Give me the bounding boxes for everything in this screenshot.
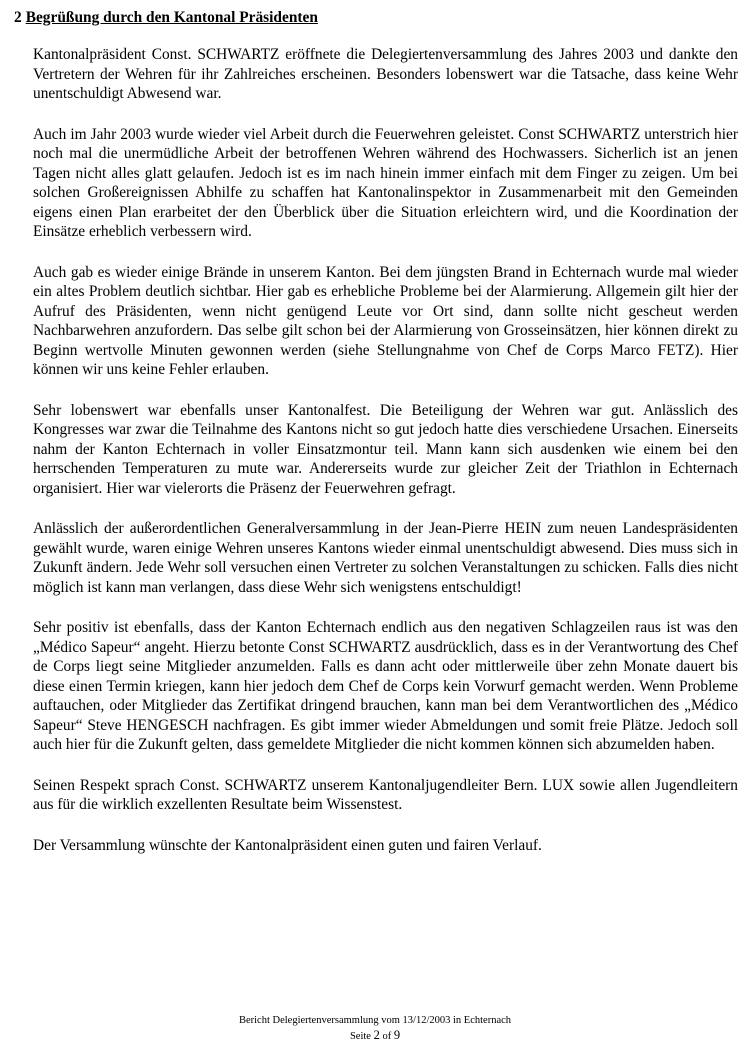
- page-total: 9: [393, 1028, 401, 1042]
- paragraph: Sehr positiv ist ebenfalls, dass der Kanton Echternach endlich aus den negativen Schlagzeilen raus ist was den „Médico Sapeur“ angeht. Hierzu betonte Const SCHWARTZ ausdrücklich, dass es in der Verantwortung des Chef de Corps liegt seine Mitglieder anzumelden. Falls es dann acht oder mittlerweile über zehn Monate dauert bis diese einen Termin kriegen, kann hier jedoch dem Chef de Corps kein Vorwurf gemacht werden. Wenn Probleme auftauchen, oder Mitglieder das Zertifikat dringend brauchen, kann man bei dem Verantwortlichen des „Médico Sapeur“ Steve HENGESCH nachfragen. Es gibt immer wieder Abmeldungen und somit freie Plätze. Jedoch soll auch hier für die Zukunft gelten, dass gemeldete Mitglieder die nicht kommen können sich abzumelden haben.: [33, 619, 738, 753]
- paragraph: Kantonalpräsident Const. SCHWARTZ eröffnete die Delegiertenversammlung des Jahres 2003 und dankte den Vertretern der Wehren für ihr Zahlreiches erscheinen. Besonders lobenswert war die Tatsache, dass keine Wehr unentschuldigt Abwesend war.: [33, 46, 738, 102]
- page-footer: [0, 1014, 750, 1044]
- page-label: Seite: [349, 1031, 371, 1042]
- section-number: 2: [14, 9, 22, 26]
- paragraph: Seinen Respekt sprach Const. SCHWARTZ unserem Kantonaljugendleiter Bern. LUX sowie allen Jugendleitern aus für die wirklich exzellenten Resultate beim Wissenstest.: [33, 776, 738, 813]
- page-number-line: [0, 1028, 750, 1044]
- footer-report-line: Bericht Delegiertenversammlung vom 13/12/2003 in Echternach: [238, 1015, 512, 1026]
- paragraph: Auch im Jahr 2003 wurde wieder viel Arbeit durch die Feuerwehren geleistet. Const SCHWARTZ unterstrich hier noch mal die unermüdliche Arbeit der betroffenen Wehren während des Hochwassers. Sicherlich ist an jenen Tagen nicht alles glatt gelaufen. Jedoch ist es im nach hinein immer einfach mit dem Finger zu zeigen. Um bei solchen Großereignissen Abhilfe zu schaffen hat Kantonalinspektor in Zusammenarbeit mit den Gemeinden eigens einen Plan erarbeitet der den Überblick über die Situation erleichtern wird, und die Koordination der Einsätze erheblich verbessern wird.: [33, 125, 738, 240]
- paragraph: Anlässlich der außerordentlichen Generalversammlung in der Jean-Pierre HEIN zum neuen Landespräsidenten gewählt wurde, waren einige Wehren unseres Kantons wieder einmal unentschuldigt abwesend. Dies muss sich in Zukunft ändern. Jede Wehr soll versuchen einen Vertreter zu solchen Veranstaltungen zu schicken. Falls dies nicht möglich ist kann man verlangen, dass diese Wehr sich wenigstens entschuldigt!: [33, 520, 738, 596]
- paragraph: Sehr lobenswert war ebenfalls unser Kantonalfest. Die Beteiligung der Wehren war gut. Anlässlich des Kongresses war zwar die Teilnahme des Kantons nicht so gut jedoch hatte dies verschiedene Ursachen. Einerseits nahm der Kanton Echternach in voller Einsatzmontur teil. Mann kann sich ausdenken wie einem bei den herrschenden Temperaturen zu mute war. Andererseits wurde zur gleicher Zeit der Triathlon in Echternach organisiert. Hier war vielerorts die Präsenz der Feuerwehren gefragt.: [33, 401, 738, 497]
- paragraph: Der Versammlung wünschte der Kantonalpräsident einen guten und fairen Verlauf.: [33, 836, 542, 854]
- body-text: [33, 45, 738, 876]
- page-number: 2: [373, 1028, 380, 1042]
- paragraph: Auch gab es wieder einige Brände in unserem Kanton. Bei dem jüngsten Brand in Echternach wurde mal wieder ein altes Problem deutlich sichtbar. Hier gab es erhebliche Probleme bei der Alarmierung. Allgemein gilt hier der Aufruf des Präsidenten, wenn nicht genügend Leute vor Ort sind, dann sollte nicht gescheut werden Nachbarwehren anzufordern. Das selbe gilt schon bei der Alarmierung von Grosseinsätzen, hier können direkt zu Beginn wertvolle Minuten gewonnen werden (siehe Stellungnahme von Chef de Corps Marco FETZ). Hier können wir uns keine Fehler erlauben.: [33, 263, 738, 378]
- section-heading: [14, 8, 318, 27]
- page-of-label: of: [382, 1031, 392, 1042]
- section-title: Begrüßung durch den Kantonal Präsidenten: [25, 9, 318, 26]
